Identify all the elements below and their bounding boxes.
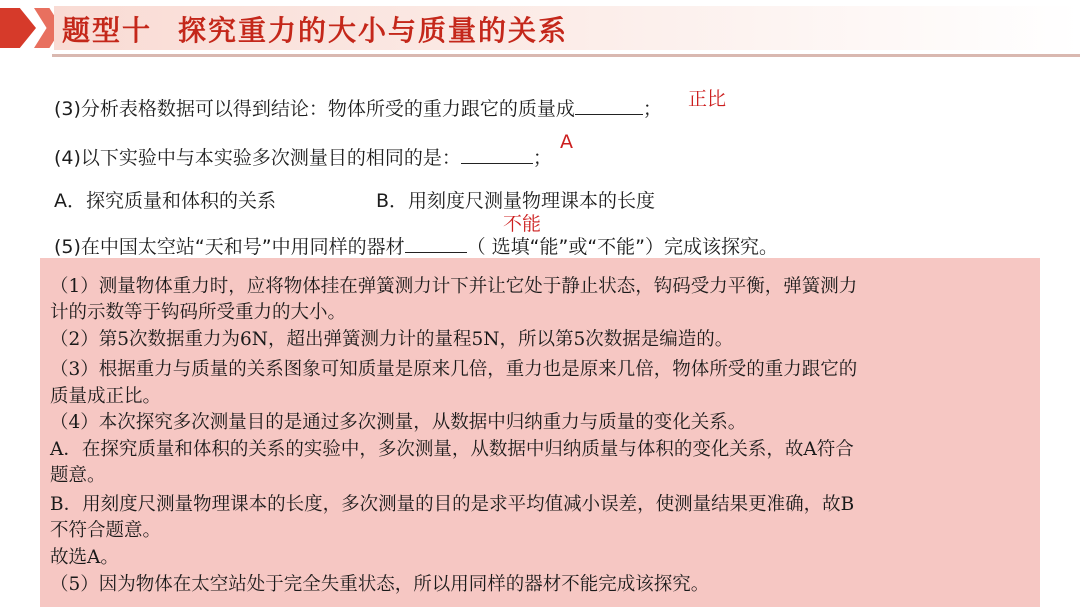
explanation-line: （1）测量物体重力时，应将物体挂在弹簧测力计下并让它处于静止状态，钩码受力平衡，弹簧测力 <box>50 276 858 297</box>
explanation-line: （3）根据重力与质量的关系图象可知质量是原来几倍，重力也是原来几倍，物体所受的重力跟它的 <box>50 359 858 380</box>
explanation-line: （4）本次探究多次测量目的是通过多次测量，从数据中归纳重力与质量的变化关系。 <box>50 412 747 433</box>
answer-q3: 正比 <box>688 88 727 110</box>
explanation-line: 不符合题意。 <box>50 520 162 541</box>
question-4 <box>54 143 552 170</box>
explanation-line: 计的示数等于钩码所受重力的大小。 <box>50 302 347 323</box>
question-3 <box>54 94 662 121</box>
topic-title: 探究重力的大小与质量的关系 <box>178 14 569 47</box>
explanation-box <box>40 258 1040 607</box>
question-5-text: (5)在中国太空站“天和号”中用同样的器材 <box>54 236 405 258</box>
explanation-line: 质量成正比。 <box>50 386 162 407</box>
explanation-line: （5）因为物体在太空站处于完全失重状态，所以用同样的器材不能完成该探究。 <box>50 574 710 595</box>
header-divider <box>52 54 1080 57</box>
question-4-text: (4)以下实验中与本实验多次测量目的相同的是： <box>54 147 461 169</box>
question-5 <box>54 232 778 259</box>
page-title <box>62 9 568 49</box>
explanation-line: 题意。 <box>50 465 106 486</box>
slide-header <box>0 0 1080 62</box>
explanation-line: 故选A。 <box>50 547 119 568</box>
answer-blank <box>575 96 643 115</box>
explanation-line: A．在探究质量和体积的关系的实验中，多次测量，从数据中归纳质量与体积的变化关系，故A符合 <box>50 439 854 460</box>
question-3-text: (3)分析表格数据可以得到结论：物体所受的重力跟它的质量成 <box>54 98 575 120</box>
answer-blank <box>461 145 533 164</box>
question-3-suffix: ； <box>642 98 662 120</box>
option-a: A．探究质量和体积的关系 <box>54 190 276 212</box>
question-5-suffix: （ 选填“能”或“不能”）完成该探究。 <box>466 236 779 258</box>
answer-q5: 不能 <box>503 213 542 235</box>
answer-q4: A <box>560 131 573 153</box>
explanation-line: （2）第5次数据重力为6N，超出弹簧测力计的量程5N，所以第5次数据是编造的。 <box>50 329 734 350</box>
option-b: B．用刻度尺测量物理课本的长度 <box>376 190 656 212</box>
chevron-icon <box>0 8 36 48</box>
answer-blank <box>405 234 467 253</box>
question-4-suffix: ； <box>532 147 552 169</box>
explanation-line: B．用刻度尺测量物理课本的长度，多次测量的目的是求平均值减小误差，使测量结果更准确，故B <box>50 494 855 515</box>
topic-label: 题型十 <box>62 14 153 47</box>
